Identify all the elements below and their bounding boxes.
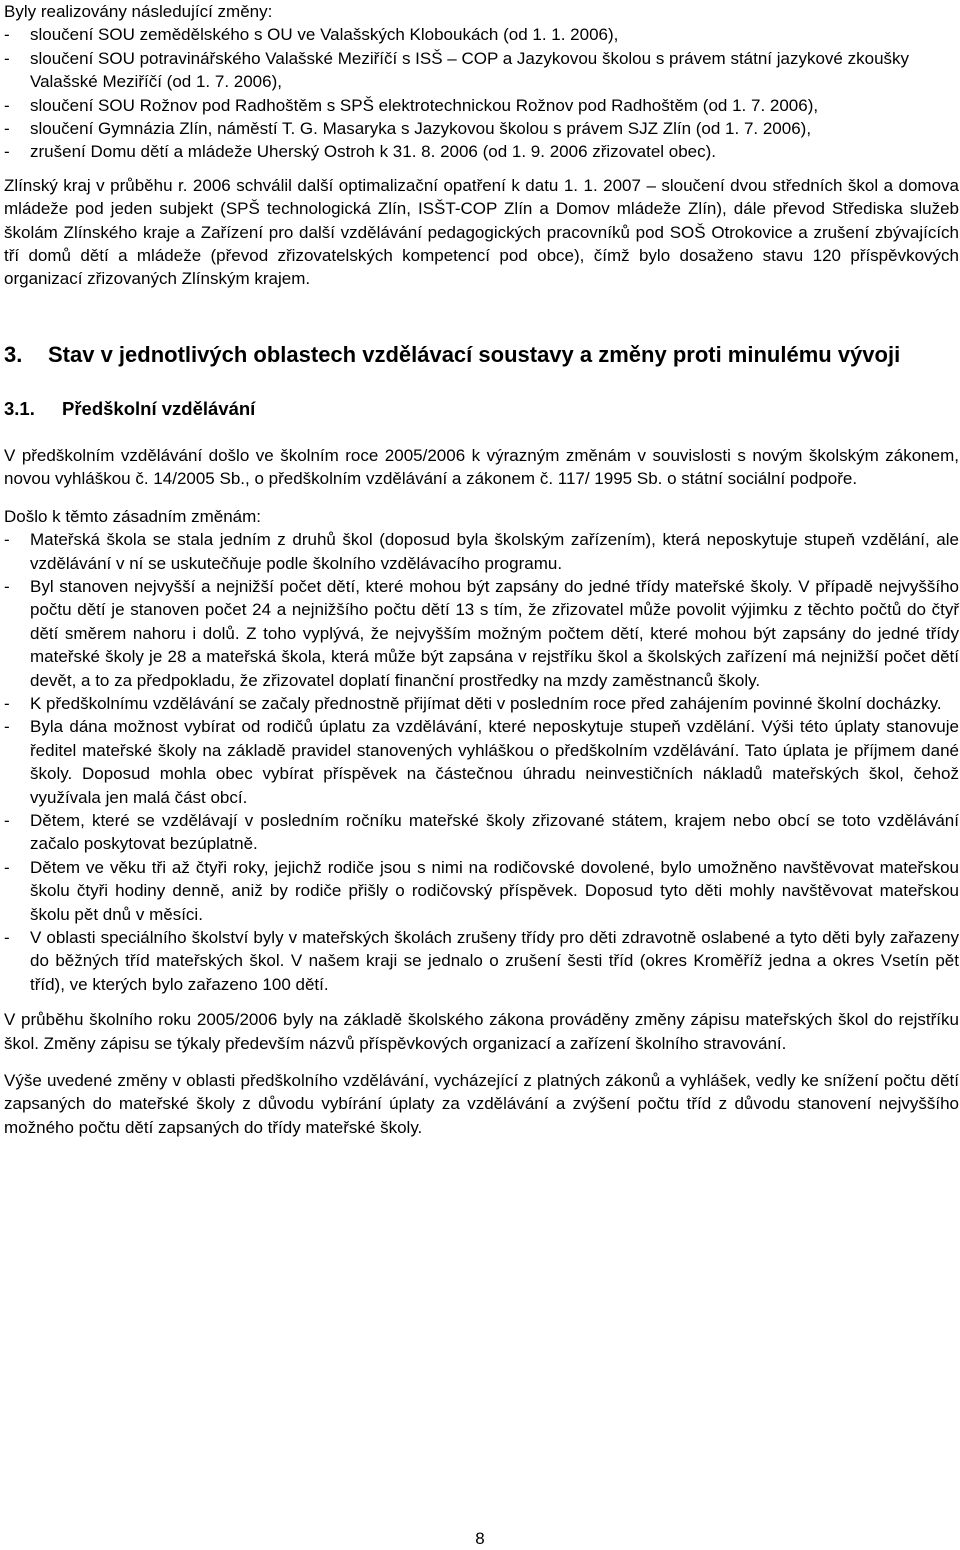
paragraph-preschool: V předškolním vzdělávání došlo ve školním roce 2005/2006 k výrazným změnám v souvislosti s novým školským zákonem, novou vyhláškou č. 14/2005 Sb., o předškolním vzdělávání a zákonem č. 117/ 1995 Sb. o státní sociální podpoře. — [4, 445, 959, 489]
list-item: - Dětem, které se vzdělávají v posledním ročníku mateřské školy zřizované státem, krajem nebo obcí se toto vzdělávání začalo poskytovat bezúplatně. — [4, 809, 959, 856]
section-title: Stav v jednotlivých oblastech vzdělávací soustavy a změny proti minulému vývoji — [48, 341, 901, 367]
list-item: - sloučení SOU Rožnov pod Radhoštěm s SPŠ elektrotechnickou Rožnov pod Radhoštěm (od 1. 7. 2006), — [4, 94, 959, 117]
list-item: - Byla dána možnost vybírat od rodičů úplatu za vzdělávání, které neposkytuje stupeň vzdělání. Výši této úplaty stanovuje ředitel mateřské školy na základě pravidel stanovených vyhláškou o předškolním vzdělávání. Tato úplata je příjmem dané školy. Doposud mohla obec vybírat příspěvek na částečnou úhradu neinvestičních nákladů mateřských škol, čehož využívala jen malá část obcí. — [4, 715, 959, 809]
list-item: - sloučení Gymnázia Zlín, náměstí T. G. Masaryka s Jazykovou školou s právem SJZ Zlín (od 1. 7. 2006), — [4, 117, 959, 140]
subsection-heading — [4, 398, 959, 420]
list-item-text: Dětem, které se vzdělávají v posledním ročníku mateřské školy zřizované státem, krajem nebo obcí se toto vzdělávání začalo poskytovat bezúplatně. — [30, 810, 959, 854]
list-item: - V oblasti speciálního školství byly v mateřských školách zrušeny třídy pro děti zdravotně oslabené a tyto děti byly zařazeny do běžných tříd mateřských škol. V našem kraji se jednalo o zrušení šesti tříd (okres Kroměříž jedna a okres Vsetín pět tříd), ve kterých bylo zařazeno 100 dětí. — [4, 926, 959, 996]
subsection-number: 3.1. — [4, 397, 35, 419]
list-item-text: sloučení SOU potravinářského Valašské Meziříčí s ISŠ – COP a Jazykovou školou s právem státní jazykové zkoušky Valašské Meziříčí (od 1. 7. 2006), — [30, 48, 910, 92]
paragraph-conclusion: Výše uvedené změny v oblasti předškolního vzdělávání, vycházející z platných zákonů a vyhlášek, vedly ke snížení počtu dětí zapsaných do mateřské školy z důvodu vybírání úplaty za vzdělávání a zvýšení počtu tříd z důvodu stanovení nejvyššího možného počtu dětí zapsaných do třídy mateřské školy. — [4, 1071, 959, 1137]
list-item-text: Mateřská škola se stala jedním z druhů škol (doposud byla školským zařízením), která neposkytuje stupeň vzdělání, ale vzdělávání v ní se uskutečňuje podle školního vzdělávacího programu. — [30, 530, 959, 573]
list-item: - Byl stanoven nejvyšší a nejnižší počet dětí, které mohou být zapsány do jedné třídy mateřské školy. V případě nejvyššího počtu dětí je stanoven počet 24 a nejnižšího počtu dětí 13 s tím, že zřizovatel může povolit výjimku z těchto počtů do čtyř dětí směrem nahoru i dolů. Z toho vyplývá, že nejvyšším možným počtem dětí, které mohou být zapsány do jedné třídy mateřské školy je 28 a mateřská škola, která může být zapsána v rejstříku škol a školských zařízení má nejnižší počet dětí devět, a to za předpokladu, že zřizovatel doplatí finanční prostředky na mzdy zaměstnanců školy. — [4, 575, 959, 692]
subsection-title: Předškolní vzdělávání — [62, 397, 256, 419]
changes-lead: Došlo k těmto zásadním změnám: — [4, 506, 261, 526]
section-number: 3. — [4, 341, 23, 367]
paragraph-register: V průběhu školního roku 2005/2006 byly na základě školského zákona prováděny změny zápisu mateřských škol do rejstříku škol. Změny zápisu se týkaly především názvů příspěvkových organizací a zařízení školního stravování. — [4, 1010, 959, 1053]
intro-block — [4, 0, 959, 164]
list-item: - sloučení SOU zemědělského s OU ve Valašských Kloboukách (od 1. 1. 2006), — [4, 23, 959, 46]
list-item-text: zrušení Domu dětí a mládeže Uherský Ostroh k 31. 8. 2006 (od 1. 9. 2006 zřizovatel obec). — [30, 142, 717, 162]
list-item-text: sloučení Gymnázia Zlín, náměstí T. G. Masaryka s Jazykovou školou s právem SJZ Zlín (od 1. 7. 2006), — [30, 119, 812, 139]
list-item-text: Byla dána možnost vybírat od rodičů úplatu za vzdělávání, které neposkytuje stupeň vzdělání. Výši této úplaty stanovuje ředitel mateřské školy na základě pravidel stanovených vyhláškou o předškolním vzdělávání. Tato úplata je příjmem dané školy. Doposud mohla obec vybírat příspěvek na částečnou úhradu neinvestičních nákladů mateřských škol, čehož využívala jen malá část obcí. — [30, 717, 959, 807]
intro-change-list — [4, 23, 959, 163]
list-item: - Mateřská škola se stala jedním z druhů škol (doposud byla školským zařízením), která neposkytuje stupeň vzdělání, ale vzdělávání v ní se uskutečňuje podle školního vzdělávacího programu. — [4, 528, 959, 575]
list-item-text: sloučení SOU zemědělského s OU ve Valašských Kloboukách (od 1. 1. 2006), — [30, 25, 619, 45]
section-heading — [4, 339, 959, 370]
changes-list — [4, 528, 959, 996]
list-item-text: sloučení SOU Rožnov pod Radhoštěm s SPŠ elektrotechnickou Rožnov pod Radhoštěm (od 1. 7. 2006), — [30, 95, 819, 115]
list-item: - zrušení Domu dětí a mládeže Uherský Ostroh k 31. 8. 2006 (od 1. 9. 2006 zřizovatel obec). — [4, 140, 959, 163]
list-item: - sloučení SOU potravinářského Valašské Meziříčí s ISŠ – COP a Jazykovou školou s právem státní jazykové zkoušky Valašské Meziříčí (od 1. 7. 2006), — [4, 47, 959, 94]
list-item: - Dětem ve věku tři až čtyři roky, jejichž rodiče jsou s nimi na rodičovské dovolené, bylo umožněno navštěvovat mateřskou školu čtyři hodiny denně, aniž by rodiče přišly o rodičovský příspěvek. Doposud tyto děti mohly navštěvovat mateřskou školu pět dnů v měsíci. — [4, 856, 959, 926]
page-number: 8 — [475, 1529, 485, 1548]
document-page — [4, 0, 959, 1139]
intro-lead: Byly realizovány následující změny: — [4, 2, 273, 21]
list-item: - K předškolnímu vzdělávání se začaly přednostně přijímat děti v posledním roce před zahájením povinné školní docházky. — [4, 692, 959, 715]
list-item-text: V oblasti speciálního školství byly v mateřských školách zrušeny třídy pro děti zdravotně oslabené a tyto děti byly zařazeny do běžných tříd mateřských škol. V našem kraji se jednalo o zrušení šesti tříd (okres Kroměříž jedna a okres Vsetín pět tříd), ve kterých bylo zařazeno 100 dětí. — [30, 928, 959, 994]
paragraph-optimization: Zlínský kraj v průběhu r. 2006 schválil další optimalizační opatření k datu 1. 1. 2007 – sloučení dvou středních škol a domova mládeže pod jeden subjekt (SPŠ technologická Zlín, ISŠT-COP Zlín a Domov mládeže Zlín), dále převod Střediska služeb školám Zlínského kraje a Zařízení pro další vzdělávání pedagogických pracovníků pod SOŠ Otrokovice a zrušení zbývajících tří domů dětí a mládeže (převod zřizovatelských kompetencí pod obce), čímž bylo dosaženo stavu 120 příspěvkových organizací zřizovaných Zlínským krajem. — [4, 175, 959, 289]
list-item-text: K předškolnímu vzdělávání se začaly přednostně přijímat děti v posledním roce před zahájením povinné školní docházky. — [30, 693, 942, 713]
list-item-text: Byl stanoven nejvyšší a nejnižší počet dětí, které mohou být zapsány do jedné třídy mateřské školy. V případě nejvyššího počtu dětí je stanoven počet 24 a nejnižšího počtu dětí 13 s tím, že zřizovatel může povolit výjimku z těchto počtů do čtyř dětí směrem nahoru i dolů. Z toho vyplývá, že nejvyšším možným počtem dětí, které mohou být zapsány do jedné třídy mateřské školy je 28 a mateřská škola, která může být zapsána v rejstříku škol a školských zařízení má nejnižší počet dětí devět, a to za předpokladu, že zřizovatel doplatí finanční prostředky na mzdy zaměstnanců školy. — [30, 576, 959, 690]
list-item-text: Dětem ve věku tři až čtyři roky, jejichž rodiče jsou s nimi na rodičovské dovolené, bylo umožněno navštěvovat mateřskou školu čtyři hodiny denně, aniž by rodiče přišly o rodičovský příspěvek. Doposud tyto děti mohly navštěvovat mateřskou školu pět dnů v měsíci. — [30, 857, 959, 924]
